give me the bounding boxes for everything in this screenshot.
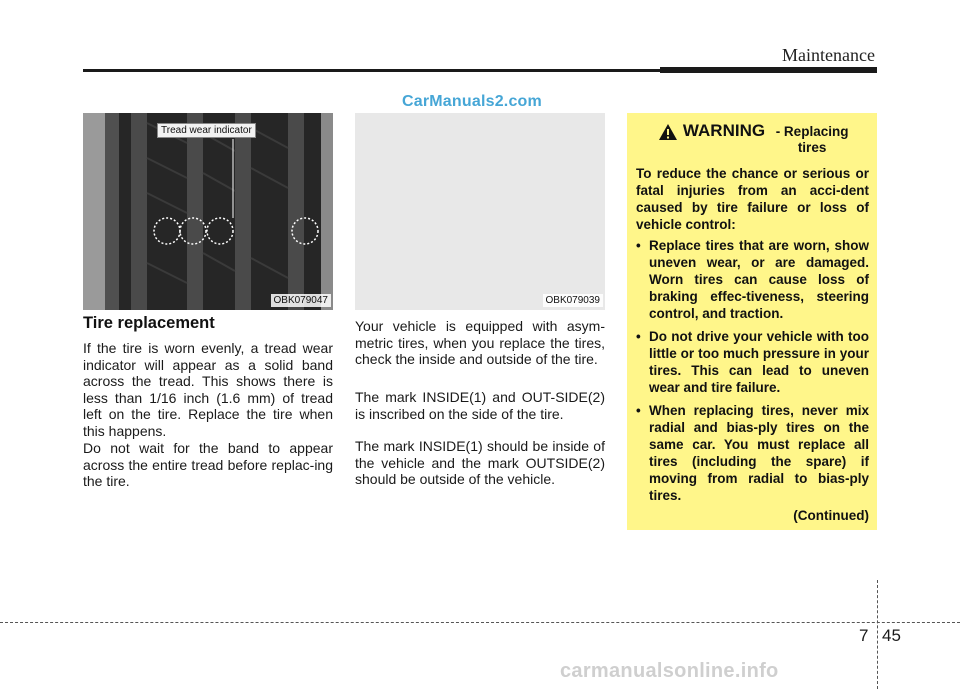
- footer-vertical-rule: [877, 580, 878, 689]
- warning-intro: To reduce the chance or serious or fatal injuries from an acci-dent caused by tire failure or loss of vehicle control:: [636, 166, 869, 232]
- warning-triangle-icon: [658, 123, 678, 141]
- left-paragraph-1: If the tire is worn evenly, a tread wear indicator will appear as a solid band across the tread. This shows there is less than 1/16 inch (1.6 mm) of tread left on the tire. Replace the tire when this happens.: [83, 340, 333, 439]
- tire-side-photo: [355, 113, 605, 310]
- warning-header: [644, 121, 869, 156]
- tread-photo: [83, 113, 333, 310]
- footer-dashed-rule: [0, 622, 960, 623]
- warning-item: • Replace tires that are worn, show uneven wear, or are damaged. Worn tires can cause loss of braking effec-tiveness, steering control, and traction.: [636, 237, 869, 322]
- middle-paragraph-2: The mark INSIDE(1) and OUT-SIDE(2) is inscribed on the side of the tire.: [355, 389, 605, 422]
- warning-box: [627, 113, 877, 530]
- warning-title: WARNING: [682, 121, 766, 140]
- watermark-top[interactable]: CarManuals2.com: [402, 93, 542, 110]
- chapter-number: 7: [859, 626, 869, 645]
- warning-continued: (Continued): [793, 508, 869, 523]
- section-title: Maintenance: [782, 45, 875, 65]
- tread-wear-indicator-label: Tread wear indicator: [157, 123, 256, 138]
- warning-item: • Do not drive your vehicle with too little or too much pressure in your tires. This can lead to uneven wear and tire failure.: [636, 328, 869, 396]
- warning-item: • When replacing tires, never mix radial and bias-ply tires on the same car. You must replace all tires (including the spare) if moving from radial to bias-ply tires.: [636, 402, 869, 504]
- middle-paragraph-1: Your vehicle is equipped with asym-metric tires, when you replace the tires, check the inside and outside of the tire.: [355, 318, 605, 367]
- middle-paragraph-3: The mark INSIDE(1) should be inside of the vehicle and the mark OUTSIDE(2) should be outside of the vehicle.: [355, 438, 605, 487]
- warning-list: [636, 237, 869, 504]
- figure-code-left: OBK079047: [271, 294, 332, 307]
- left-paragraph-2: Do not wait for the band to appear across the entire tread before replac-ing the tire.: [83, 440, 333, 489]
- top-rule-thick: [660, 67, 877, 73]
- tread-illustration: [83, 113, 333, 310]
- figure-code-middle: OBK079039: [543, 294, 604, 307]
- page-number: 45: [882, 626, 901, 645]
- warning-subtitle: - Replacing tires: [775, 124, 849, 155]
- watermark-bottom[interactable]: carmanualsonline.info: [560, 660, 779, 682]
- top-rule: [83, 69, 660, 72]
- section-heading: Tire replacement: [83, 314, 215, 332]
